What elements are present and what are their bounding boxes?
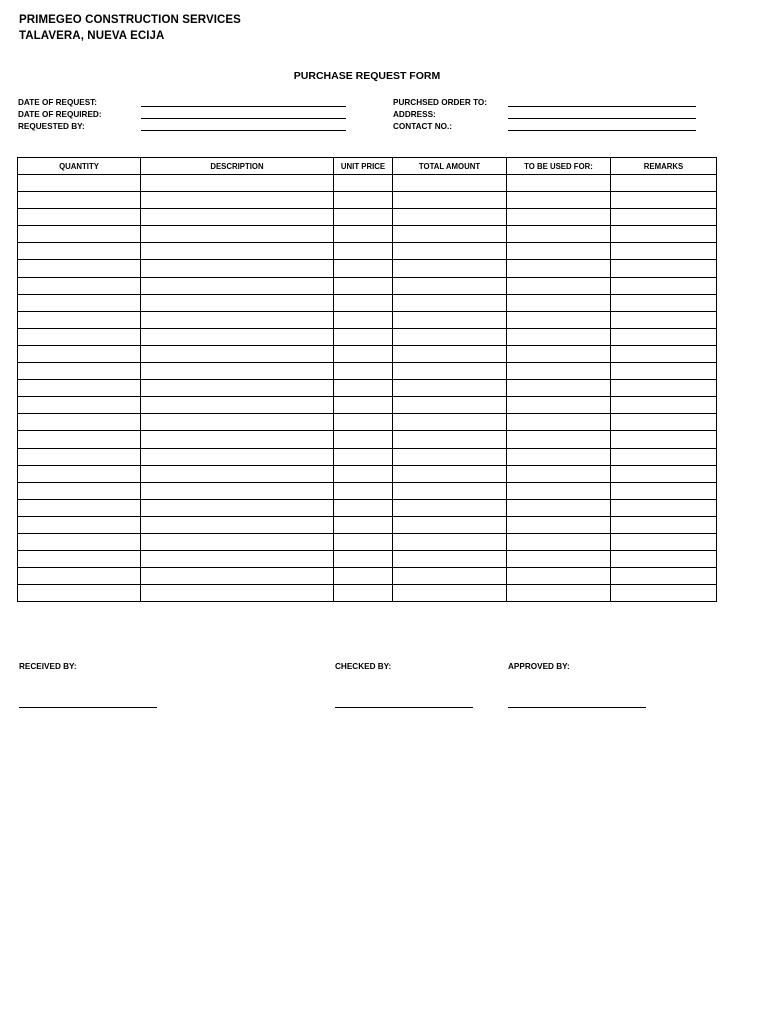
cell-to-be-used-for[interactable] [507,243,611,260]
cell-unit-price[interactable] [334,243,393,260]
cell-to-be-used-for[interactable] [507,397,611,414]
cell-description[interactable] [141,363,334,380]
cell-to-be-used-for[interactable] [507,499,611,516]
cell-to-be-used-for[interactable] [507,277,611,294]
table-row [18,260,717,277]
cell-unit-price[interactable] [334,226,393,243]
date-of-request-field[interactable] [141,106,346,107]
table-row [18,585,717,602]
requested-by-label: REQUESTED BY: [18,122,85,131]
cell-total-amount[interactable] [393,482,507,499]
table-row [18,311,717,328]
cell-remarks[interactable] [611,414,717,431]
cell-description[interactable] [141,585,334,602]
cell-total-amount[interactable] [393,551,507,568]
cell-to-be-used-for[interactable] [507,448,611,465]
cell-unit-price[interactable] [334,482,393,499]
cell-description[interactable] [141,209,334,226]
table-row [18,482,717,499]
cell-unit-price[interactable] [334,328,393,345]
cell-unit-price[interactable] [334,192,393,209]
cell-remarks[interactable] [611,568,717,585]
cell-remarks[interactable] [611,294,717,311]
company-name: PRIMEGEO CONSTRUCTION SERVICES [19,14,241,26]
cell-unit-price[interactable] [334,516,393,533]
cell-remarks[interactable] [611,209,717,226]
table-header-row [18,158,717,175]
cell-remarks[interactable] [611,260,717,277]
cell-total-amount[interactable] [393,363,507,380]
cell-to-be-used-for[interactable] [507,551,611,568]
column-header-description: DESCRIPTION [141,158,334,175]
cell-total-amount[interactable] [393,397,507,414]
table-row [18,533,717,550]
cell-total-amount[interactable] [393,345,507,362]
cell-unit-price[interactable] [334,533,393,550]
received-by-label: RECEIVED BY: [19,662,77,671]
column-header-total-amount: TOTAL AMOUNT [393,158,507,175]
cell-to-be-used-for[interactable] [507,260,611,277]
cell-remarks[interactable] [611,277,717,294]
table-row [18,243,717,260]
table-row [18,209,717,226]
cell-quantity[interactable] [18,363,141,380]
table-row [18,465,717,482]
table-row [18,294,717,311]
cell-unit-price[interactable] [334,209,393,226]
cell-quantity[interactable] [18,328,141,345]
cell-total-amount[interactable] [393,465,507,482]
received-by-signature-line[interactable] [19,707,157,708]
cell-unit-price[interactable] [334,499,393,516]
cell-to-be-used-for[interactable] [507,311,611,328]
requested-by-field[interactable] [141,130,346,131]
cell-to-be-used-for[interactable] [507,380,611,397]
item-rows [18,175,717,602]
cell-remarks[interactable] [611,499,717,516]
cell-total-amount[interactable] [393,277,507,294]
cell-quantity[interactable] [18,465,141,482]
cell-total-amount[interactable] [393,380,507,397]
cell-to-be-used-for[interactable] [507,482,611,499]
table-row [18,568,717,585]
purchased-order-to-field[interactable] [508,106,696,107]
cell-total-amount[interactable] [393,226,507,243]
cell-total-amount[interactable] [393,431,507,448]
cell-description[interactable] [141,551,334,568]
cell-quantity[interactable] [18,192,141,209]
cell-unit-price[interactable] [334,568,393,585]
cell-to-be-used-for[interactable] [507,328,611,345]
cell-description[interactable] [141,568,334,585]
cell-remarks[interactable] [611,345,717,362]
cell-description[interactable] [141,380,334,397]
cell-quantity[interactable] [18,397,141,414]
cell-quantity[interactable] [18,568,141,585]
table-row [18,414,717,431]
cell-remarks[interactable] [611,243,717,260]
cell-to-be-used-for[interactable] [507,568,611,585]
cell-total-amount[interactable] [393,516,507,533]
cell-remarks[interactable] [611,448,717,465]
cell-to-be-used-for[interactable] [507,294,611,311]
cell-unit-price[interactable] [334,585,393,602]
table-row [18,226,717,243]
table-row [18,516,717,533]
cell-description[interactable] [141,277,334,294]
cell-to-be-used-for[interactable] [507,431,611,448]
contact-no-field[interactable] [508,130,696,131]
cell-description[interactable] [141,175,334,192]
form-title: PURCHASE REQUEST FORM [293,70,441,82]
column-header-quantity: QUANTITY [18,158,141,175]
cell-quantity[interactable] [18,499,141,516]
cell-remarks[interactable] [611,397,717,414]
cell-unit-price[interactable] [334,431,393,448]
cell-quantity[interactable] [18,260,141,277]
cell-quantity[interactable] [18,243,141,260]
address-label: ADDRESS: [393,110,436,119]
cell-total-amount[interactable] [393,414,507,431]
items-table [17,157,717,602]
cell-description[interactable] [141,294,334,311]
cell-description[interactable] [141,243,334,260]
cell-total-amount[interactable] [393,209,507,226]
cell-description[interactable] [141,397,334,414]
cell-quantity[interactable] [18,175,141,192]
cell-to-be-used-for[interactable] [507,226,611,243]
cell-quantity[interactable] [18,533,141,550]
cell-description[interactable] [141,192,334,209]
approved-by-signature-line[interactable] [508,707,646,708]
approved-by-label: APPROVED BY: [508,662,570,671]
cell-unit-price[interactable] [334,448,393,465]
cell-quantity[interactable] [18,516,141,533]
cell-quantity[interactable] [18,345,141,362]
cell-total-amount[interactable] [393,260,507,277]
cell-unit-price[interactable] [334,551,393,568]
cell-description[interactable] [141,345,334,362]
cell-total-amount[interactable] [393,533,507,550]
cell-to-be-used-for[interactable] [507,345,611,362]
cell-unit-price[interactable] [334,397,393,414]
cell-unit-price[interactable] [334,175,393,192]
cell-quantity[interactable] [18,431,141,448]
cell-remarks[interactable] [611,226,717,243]
cell-unit-price[interactable] [334,363,393,380]
table-row [18,499,717,516]
cell-total-amount[interactable] [393,294,507,311]
column-header-remarks: REMARKS [611,158,717,175]
table-row [18,431,717,448]
cell-unit-price[interactable] [334,465,393,482]
table-row [18,380,717,397]
cell-description[interactable] [141,414,334,431]
cell-to-be-used-for[interactable] [507,175,611,192]
cell-remarks[interactable] [611,328,717,345]
cell-remarks[interactable] [611,192,717,209]
cell-description[interactable] [141,533,334,550]
cell-remarks[interactable] [611,482,717,499]
cell-total-amount[interactable] [393,328,507,345]
cell-description[interactable] [141,226,334,243]
table-row [18,448,717,465]
cell-total-amount[interactable] [393,311,507,328]
cell-remarks[interactable] [611,516,717,533]
cell-unit-price[interactable] [334,345,393,362]
cell-to-be-used-for[interactable] [507,363,611,380]
cell-remarks[interactable] [611,533,717,550]
cell-total-amount[interactable] [393,175,507,192]
cell-total-amount[interactable] [393,243,507,260]
cell-total-amount[interactable] [393,585,507,602]
cell-to-be-used-for[interactable] [507,192,611,209]
cell-to-be-used-for[interactable] [507,414,611,431]
cell-quantity[interactable] [18,448,141,465]
cell-total-amount[interactable] [393,192,507,209]
cell-description[interactable] [141,482,334,499]
cell-quantity[interactable] [18,414,141,431]
cell-quantity[interactable] [18,277,141,294]
date-of-request-label: DATE OF REQUEST: [18,98,97,107]
cell-quantity[interactable] [18,380,141,397]
cell-unit-price[interactable] [334,311,393,328]
cell-total-amount[interactable] [393,499,507,516]
table-row [18,277,717,294]
cell-description[interactable] [141,448,334,465]
cell-unit-price[interactable] [334,414,393,431]
cell-remarks[interactable] [611,380,717,397]
cell-quantity[interactable] [18,209,141,226]
cell-remarks[interactable] [611,585,717,602]
cell-quantity[interactable] [18,585,141,602]
cell-quantity[interactable] [18,551,141,568]
date-of-required-label: DATE OF REQUIRED: [18,110,102,119]
cell-remarks[interactable] [611,175,717,192]
cell-quantity[interactable] [18,482,141,499]
cell-description[interactable] [141,431,334,448]
checked-by-label: CHECKED BY: [335,662,392,671]
checked-by-signature-line[interactable] [335,707,473,708]
cell-unit-price[interactable] [334,380,393,397]
cell-description[interactable] [141,328,334,345]
cell-description[interactable] [141,311,334,328]
cell-total-amount[interactable] [393,568,507,585]
cell-total-amount[interactable] [393,448,507,465]
table-row [18,551,717,568]
cell-to-be-used-for[interactable] [507,533,611,550]
column-header-to-be-used-for: TO BE USED FOR: [507,158,611,175]
table-row [18,328,717,345]
cell-description[interactable] [141,260,334,277]
table-row [18,175,717,192]
column-header-unit-price: UNIT PRICE [334,158,393,175]
cell-description[interactable] [141,499,334,516]
cell-quantity[interactable] [18,294,141,311]
cell-quantity[interactable] [18,226,141,243]
table-row [18,192,717,209]
purchased-order-to-label: PURCHSED ORDER TO: [393,98,488,107]
cell-remarks[interactable] [611,311,717,328]
cell-quantity[interactable] [18,311,141,328]
cell-to-be-used-for[interactable] [507,209,611,226]
cell-description[interactable] [141,465,334,482]
cell-remarks[interactable] [611,363,717,380]
cell-to-be-used-for[interactable] [507,585,611,602]
table-row [18,397,717,414]
table-row [18,345,717,362]
contact-no-label: CONTACT NO.: [393,122,452,131]
cell-remarks[interactable] [611,431,717,448]
cell-unit-price[interactable] [334,260,393,277]
cell-to-be-used-for[interactable] [507,465,611,482]
cell-description[interactable] [141,516,334,533]
table-row [18,363,717,380]
cell-unit-price[interactable] [334,294,393,311]
company-address: TALAVERA, NUEVA ECIJA [19,30,165,42]
cell-to-be-used-for[interactable] [507,516,611,533]
cell-unit-price[interactable] [334,277,393,294]
cell-remarks[interactable] [611,551,717,568]
date-of-required-field[interactable] [141,118,346,119]
address-field[interactable] [508,118,696,119]
cell-remarks[interactable] [611,465,717,482]
